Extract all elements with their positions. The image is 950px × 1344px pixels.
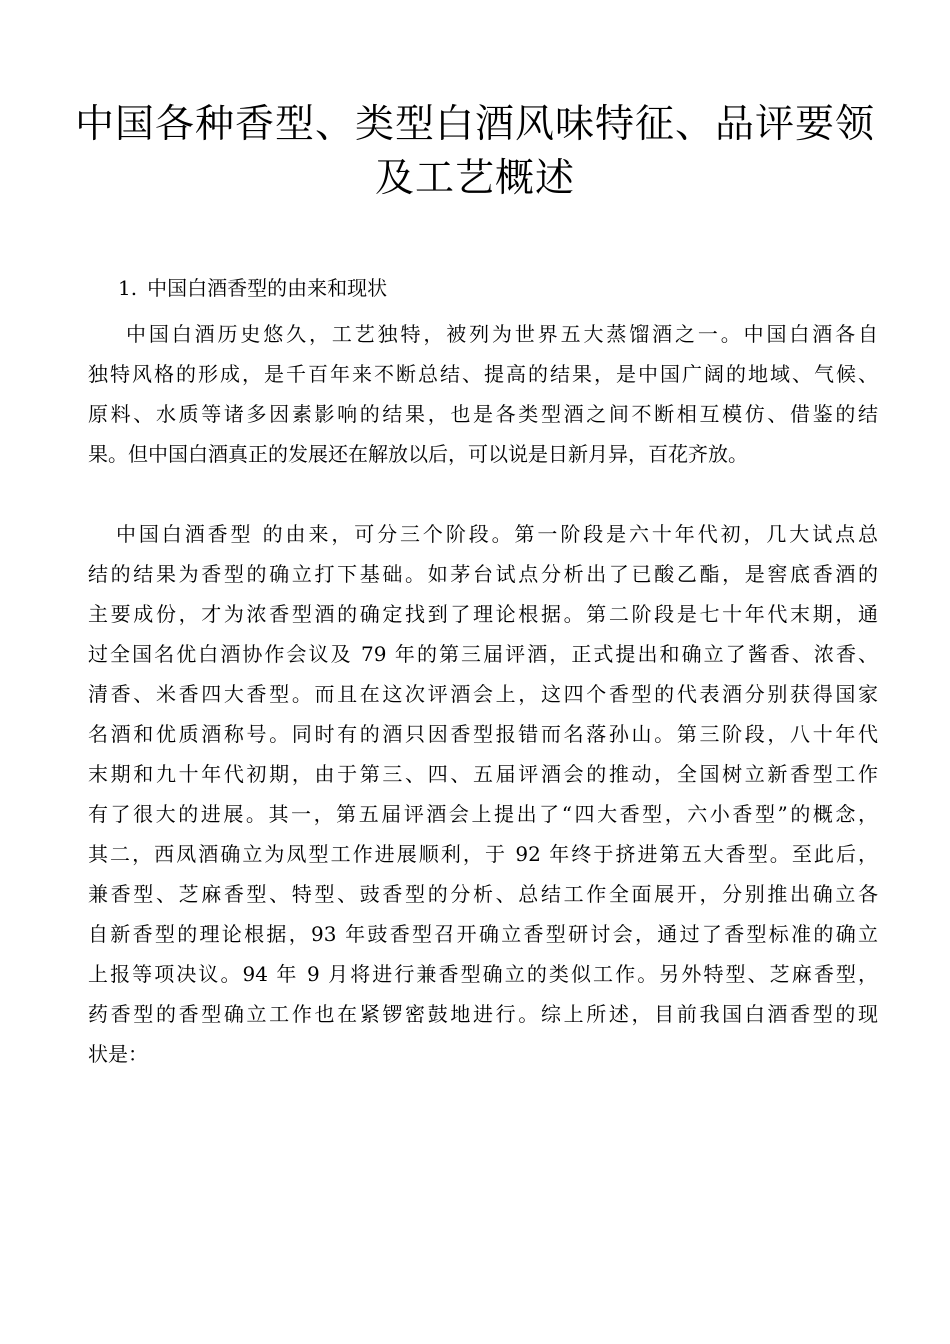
section-heading [118, 268, 387, 308]
paragraph-line: 过全国名优白酒协作会议及 79 年的第三届评酒，正式提出和确立了酱香、浓香、 [88, 642, 878, 666]
paragraph-line: 状是： [88, 1042, 148, 1066]
paragraph-line: 结的结果为香型的确立打下基础。如茅台试点分析出了已酸乙酯，是窖底香酒的 [88, 562, 878, 586]
paragraph-line: 果。但中国白酒真正的发展还在解放以后，可以说是日新月异，百花齐放。 [88, 442, 748, 466]
paragraph-1 [88, 314, 878, 474]
paragraph-line: 中国白酒香型 的由来，可分三个阶段。第一阶段是六十年代初，几大试点总 [116, 522, 878, 546]
paragraph-line: 清香、米香四大香型。而且在这次评酒会上，这四个香型的代表酒分别获得国家 [88, 682, 878, 706]
paragraph-line: 独特风格的形成，是千百年来不断总结、提高的结果，是中国广阔的地域、气候、 [88, 362, 878, 386]
paragraph-line: 自新香型的理论根据，93 年豉香型召开确立香型研讨会，通过了香型标准的确立 [88, 922, 878, 946]
section-number: 1. [118, 276, 138, 300]
document-title [60, 98, 890, 206]
paragraph-line: 名酒和优质酒称号。同时有的酒只因香型报错而名落孙山。第三阶段，八十年代 [88, 722, 878, 746]
title-line-1: 中国各种香型、类型白酒风味特征、品评要领 [74, 102, 875, 147]
paragraph-line: 上报等项决议。94 年 9 月将进行兼香型确立的类似工作。另外特型、芝麻香型， [88, 962, 878, 986]
paragraph-line: 原料、水质等诸多因素影响的结果，也是各类型酒之间不断相互模仿、借鉴的结 [88, 402, 878, 426]
title-line-2: 及工艺概述 [374, 156, 575, 201]
paragraph-line: 末期和九十年代初期，由于第三、四、五届评酒会的推动，全国树立新香型工作 [88, 762, 878, 786]
paragraph-line: 药香型的香型确立工作也在紧锣密鼓地进行。综上所述，目前我国白酒香型的现 [88, 1002, 878, 1026]
paragraph-line: 其二，西凤酒确立为凤型工作进展顺利，于 92 年终于挤进第五大香型。至此后， [88, 842, 878, 866]
section-heading-text: 中国白酒香型的由来和现状 [147, 276, 388, 300]
paragraph-line: 兼香型、芝麻香型、特型、豉香型的分析、总结工作全面展开，分别推出确立各 [88, 882, 878, 906]
paragraph-line: 有了很大的进展。其一，第五届评酒会上提出了“四大香型，六小香型”的概念， [88, 802, 878, 826]
paragraph-2 [88, 514, 878, 1074]
paragraph-line: 中国白酒历史悠久，工艺独特，被列为世界五大蒸馏酒之一。中国白酒各自 [126, 322, 878, 346]
paragraph-line: 主要成份，才为浓香型酒的确定找到了理论根据。第二阶段是七十年代末期，通 [88, 602, 878, 626]
